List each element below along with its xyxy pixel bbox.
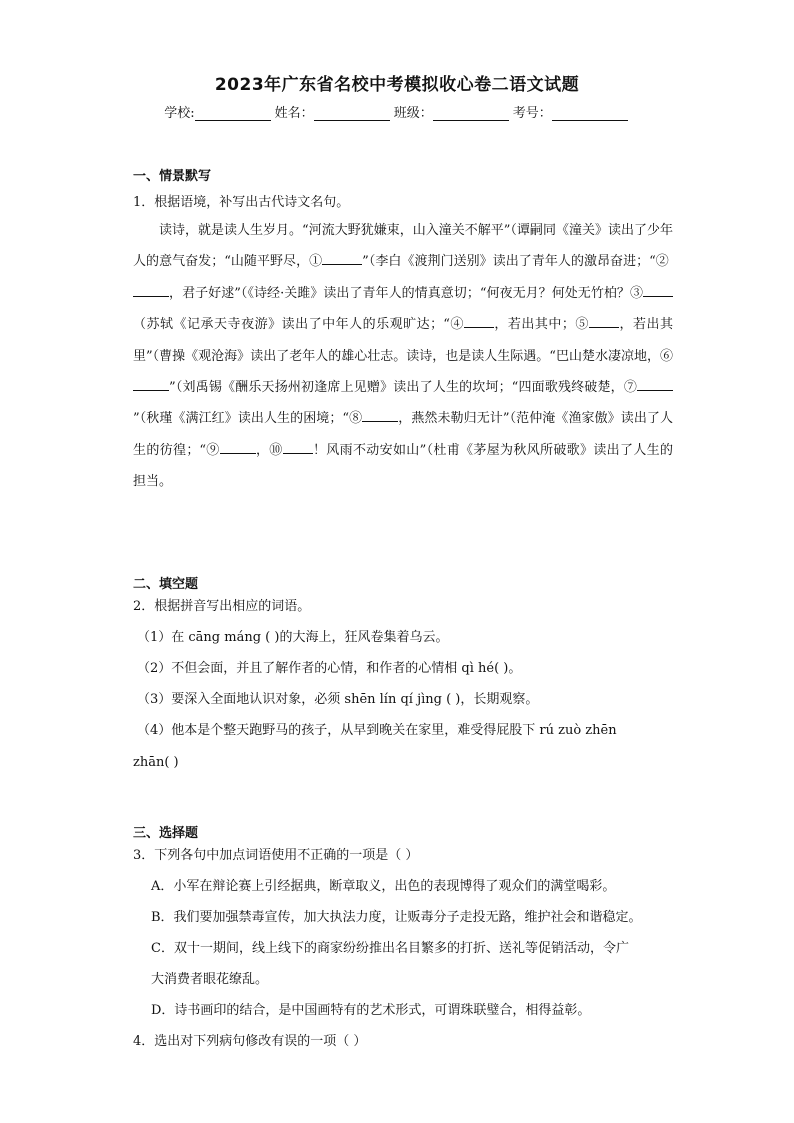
passage-text: 志。读诗，也是读人生际遇。“巴山楚水凄凉地，⑥ [380,348,673,364]
passage-text: ，若出其中；⑤ [493,317,589,333]
class-field[interactable] [394,102,511,121]
section-heading-1: 一、情景默写 [133,169,212,184]
passage-text: ，君子好逑”（《诗经·关雎》读出了青年人的情真意切； [169,285,480,301]
answer-blank-6[interactable] [133,376,169,391]
passage-text: ”（李白《渡荆门送别》读出了青 [362,254,545,270]
exam-no-blank[interactable] [552,106,628,121]
blank-number: ① [309,254,323,270]
blank-number: “⑨ [199,442,220,458]
question-2-item-3: （3）要深入全面地认识对象，必须 shēn lín qí jìng ( )，长期观察。 [137,692,539,707]
passage-text: ”（刘禹锡《酬乐天扬州初逢 [169,380,328,396]
question-2-item-4-cont: zhān( ) [133,755,179,770]
passage-text: 席上见赠》读出了人生的坎坷；“四面歌残终破楚，⑦ [327,380,637,396]
passage-text: （苏轼《记承天寺夜游》读出了中年人的乐观旷达； [133,317,444,333]
student-info-row [0,102,794,121]
question-3-option-c[interactable]: C．双十一期间，线上线下的商家纷纷推出名目繁多的打折、送礼等促销活动，令广 [151,941,629,956]
answer-blank-9[interactable] [220,439,256,454]
passage-text: ，燕然未勒归无计”（范仲淹《渔家傲》读出了人生的彷徨； [133,411,673,458]
answer-blank-8[interactable] [362,407,398,422]
school-field[interactable] [164,102,272,121]
name-label: 姓名： [274,106,314,121]
question-2: 2．根据拼音写出相应的词语。 [133,599,311,614]
question-3-option-d[interactable]: D．诗书画印的结合，是中国画特有的艺术形式，可谓珠联璧合，相得益彰。 [151,1003,591,1018]
answer-blank-10[interactable] [283,439,313,454]
question-3: 3．下列各句中加点词语使用不正确的一项是（ ） [133,848,419,863]
section-heading-2: 二、填空题 [133,577,199,592]
question-2-item-1: （1）在 cāng máng ( )的大海上，狂风卷集着乌云。 [137,630,449,645]
passage-text: 担当。 [133,474,173,490]
class-label: 班级： [393,106,433,121]
answer-blank-4[interactable] [464,313,494,328]
name-field[interactable] [275,102,392,121]
class-blank[interactable] [433,106,509,121]
question-1: 1．根据语境，补写出古代诗文名句。 [133,195,350,210]
answer-blank-5[interactable] [589,313,619,328]
page-title: 2023年广东省名校中考模拟收心卷二语文试题 [214,75,580,95]
question-1-passage [133,215,673,498]
answer-blank-3[interactable] [643,282,673,297]
answer-blank-2[interactable] [133,282,169,297]
answer-blank-1[interactable] [322,250,362,265]
answer-blank-7[interactable] [637,376,673,391]
passage-text: ！风雨不动安如山”（杜甫《茅屋为秋风所破歌》读出了人生的 [312,442,673,458]
question-4: 4．选出对下列病句修改有误的一项（ ） [133,1034,367,1049]
section-heading-3: 三、选择题 [133,826,199,841]
name-blank[interactable] [314,106,390,121]
question-3-option-c-cont: 大消费者眼花缭乱。 [151,972,269,987]
passage-text: ，若出其里”（曹操《观沧海》读出了老年人的雄心壮 [133,317,673,364]
passage-text: 人生的困境；“⑧ [263,411,363,427]
question-2-item-2: （2）不但会面，并且了解作者的心情，和作者的心情相 qì hé( )。 [137,661,522,676]
question-2-item-4: （4）他本是个整天跑野马的孩子，从早到晚关在家里，难受得屁股下 rú zuò zhēn [137,723,617,738]
school-label: 学校: [164,106,195,121]
school-blank[interactable] [195,106,271,121]
question-3-option-a[interactable]: A．小军在辩论赛上引经据典，断章取义，出色的表现博得了观众们的满堂喝彩。 [151,879,616,894]
question-3-option-b[interactable]: B．我们要加强禁毒宣传，加大执法力度，让贩毒分子走投无路，维护社会和谐稳定。 [151,910,642,925]
exam-no-label: 考号： [512,106,552,121]
passage-text: 读诗，就是读人生岁月。“河流大野犹嫌束，山入潼关不解平”（谭嗣同《潼关》 [159,223,608,238]
exam-no-field[interactable] [513,102,630,121]
passage-text: “何夜无月？何处无竹柏？③ [479,285,643,301]
blank-number: “④ [443,317,464,333]
blank-number: 年人的激昂奋进；“② [544,254,669,270]
passage-text: ”（秋瑾《满江红》读出 [133,411,264,427]
passage-text: 读出了少年人的意气奋发；“山随平野尽， [133,223,673,270]
blank-number: ，⑩ [255,442,283,458]
